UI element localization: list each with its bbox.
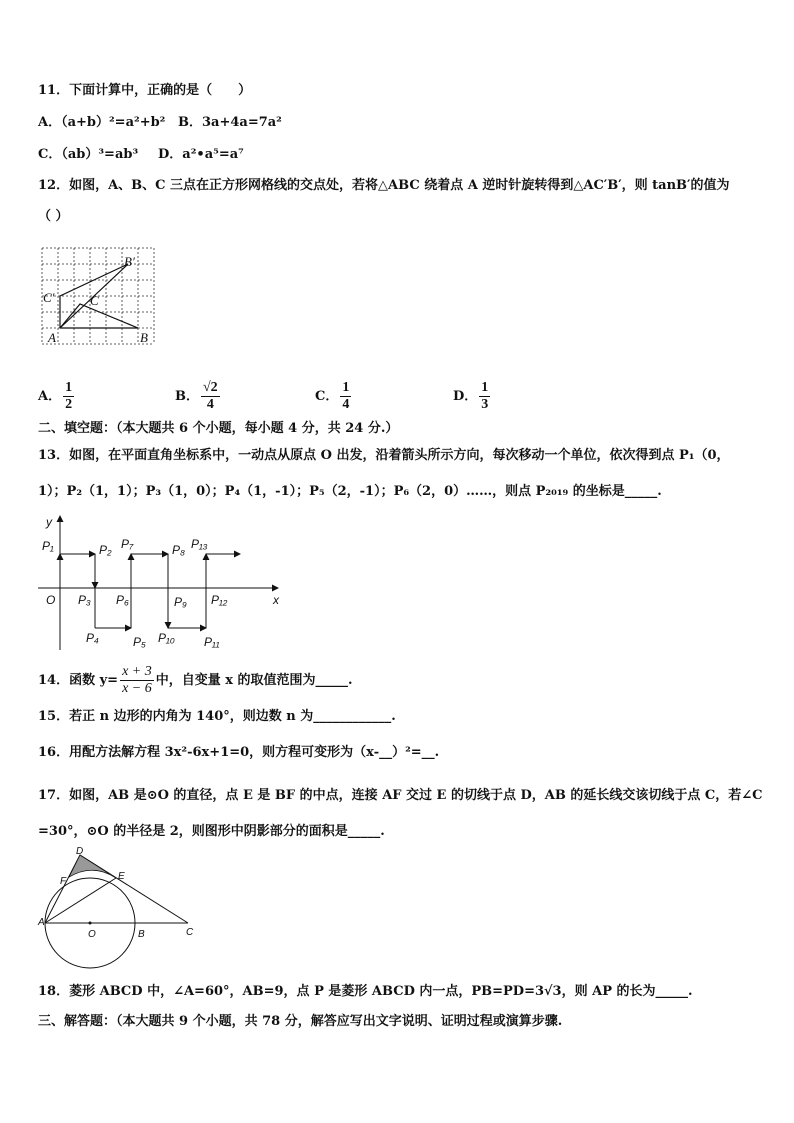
q12-option-b: B． $\frac{√2}{4}$ <box>175 380 218 412</box>
q13-label-o: O <box>46 593 56 607</box>
q16-line: 16．用配方法解方程 3x²-6x+1=0，则方程可变形为（x-__）²=__. <box>38 745 440 760</box>
q13-label-p1: P₁ <box>42 539 54 553</box>
q13-label-p2: P₂ <box>99 543 112 557</box>
q17-circle-figure <box>38 845 198 970</box>
q17-line2: =30°，⊙O 的半径是 2，则图形中阴影部分的面积是_____. <box>38 824 385 839</box>
q13-label-p13: P₁₃ <box>191 537 208 551</box>
q15-line: 15．若正 n 边形的内角为 140°，则边数 n 为____________. <box>38 709 396 724</box>
q13-label-p12: P₁₂ <box>211 593 228 607</box>
q13-line2: 1）；P₂（1，1）；P₃（1，0）；P₄（1，-1）；P₅（2，-1）；P₆（2，0）……，则点 P₂₀₁₉ 的坐标是_____. <box>38 484 662 499</box>
q12-label-c-prime: C′ <box>43 290 55 305</box>
q18-line: 18．菱形 ABCD 中，∠A=60°，AB=9，点 P 是菱形 ABCD 内一点，PB=PD=3√3，则 AP 的长为_____. <box>38 984 693 999</box>
q12-label-a: A <box>48 330 56 345</box>
q11-option-d: D．a²•a⁵=a⁷ <box>158 147 244 162</box>
q12-stem-line2: （ ） <box>38 209 69 224</box>
q13-label-y: y <box>46 515 52 529</box>
q17-label-o: O <box>88 929 96 940</box>
q12-option-a: A． $\frac{1}{2}$ <box>38 380 73 412</box>
q13-label-p10: P₁₀ <box>158 631 175 645</box>
q17-shaded-region <box>69 855 116 878</box>
q17-label-d: D <box>76 846 84 857</box>
q12-stem-line1: 12．如图，A、B、C 三点在正方形网格线的交点处，若将△ABC 绕着点 A 逆时针旋转得到△AC′B′，则 tanB′的值为 <box>38 178 730 193</box>
q12-label-c: C <box>90 293 99 308</box>
q17-label-c: C <box>186 927 194 938</box>
q12-option-d: D． $\frac{1}{3}$ <box>453 380 489 412</box>
q14-line: 14．函数 y= $\frac{x + 3}{x - 6}$ 中，自变量 x 的取值范围为_____. <box>38 664 353 696</box>
q12-label-b-prime: B′ <box>124 254 135 269</box>
q13-line1: 13．如图，在平面直角坐标系中，一动点从原点 O 出发，沿着箭头所示方向，每次移动一个单位，依次得到点 P₁（0， <box>38 448 730 463</box>
q13-label-p8: P₈ <box>172 543 186 557</box>
q11-option-b: B．3a+4a=7a² <box>178 115 282 130</box>
q13-label-p11: P₁₁ <box>204 635 220 649</box>
q12-options <box>38 370 538 410</box>
q13-label-p6: P₆ <box>116 593 129 607</box>
q13-label-p9: P₉ <box>174 595 187 609</box>
q11-option-a: A．（a+b）²=a²+b² <box>38 115 166 130</box>
q13-path-figure <box>38 512 288 652</box>
q11-stem: 11．下面计算中，正确的是（ ） <box>38 83 252 98</box>
q13-label-p7: P₇ <box>121 537 134 551</box>
section2-heading: 二、填空题：（本大题共 6 个小题，每小题 4 分，共 24 分.） <box>38 421 399 436</box>
q17-label-b: B <box>138 929 145 940</box>
q17-line1: 17．如图，AB 是⊙O 的直径，点 E 是 BF 的中点，连接 AF 交过 E 的切线于点 D，AB 的延长线交该切线于点 C，若∠C <box>38 788 763 803</box>
q13-label-x: x <box>273 593 279 607</box>
q11-option-c: C．（ab）³=ab³ <box>38 147 139 162</box>
q17-label-f: F <box>60 876 67 887</box>
q12-label-b: B <box>140 330 148 345</box>
q12-option-c: C． $\frac{1}{4}$ <box>315 380 350 412</box>
q13-label-p5: P₅ <box>133 635 146 649</box>
q12-grid-figure <box>38 242 168 352</box>
section3-heading: 三、解答题：（本大题共 9 个小题，共 78 分，解答应写出文字说明、证明过程或演算步骤. <box>38 1014 563 1029</box>
q17-label-e: E <box>118 871 125 882</box>
q17-label-a: A <box>38 917 45 928</box>
q13-label-p4: P₄ <box>86 631 99 645</box>
q13-label-p3: P₃ <box>78 593 91 607</box>
